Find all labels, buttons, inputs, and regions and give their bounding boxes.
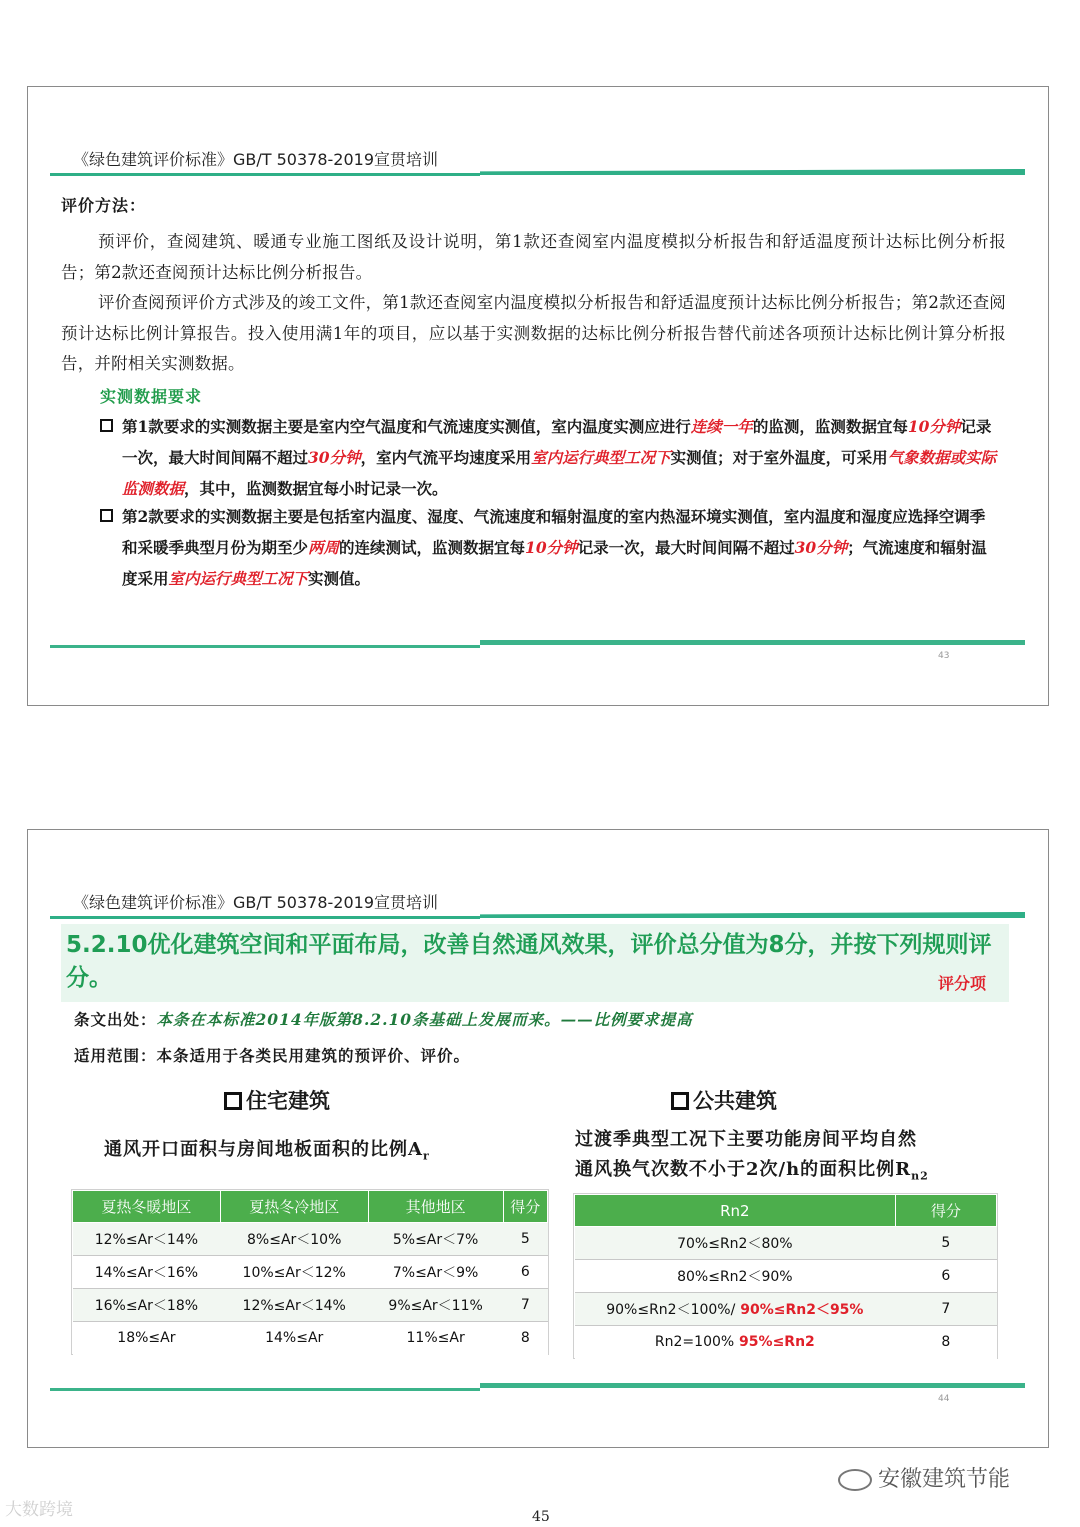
table-cell: 5%≤Ar＜7% — [368, 1223, 503, 1256]
slide-header-title: 《绿色建筑评价标准》GB/T 50378-2019宣贯培训 — [73, 893, 439, 912]
slide-43 — [27, 86, 1049, 706]
table-cell: 5 — [503, 1223, 547, 1256]
table-header-cell: 夏热冬暖地区 — [73, 1191, 221, 1223]
slide-header-title: 《绿色建筑评价标准》GB/T 50378-2019宣贯培训 — [73, 150, 439, 169]
table-cell: 8 — [503, 1322, 547, 1355]
table-cell: 8 — [895, 1326, 996, 1359]
wechat-icon — [838, 1469, 872, 1491]
table-cell: 8%≤Ar＜10% — [220, 1223, 368, 1256]
paragraph-evaluation: 评价查阅预评价方式涉及的竣工文件，第1款还查阅室内温度模拟分析报告和舒适温度预计达标比例分析报告；第2款还查阅预计达标比例计算报告。投入使用满1年的项目，应以基于实测数据的达标比例分析报告替代前述各项预计达标比例计算分析报告，并附相关实测数据。 — [61, 293, 1006, 373]
table-header-cell: 其他地区 — [368, 1191, 503, 1223]
table-row — [73, 1289, 548, 1322]
checkbox-square-icon — [100, 419, 113, 432]
table-row — [73, 1256, 548, 1289]
table-header-cell: 得分 — [503, 1191, 547, 1223]
table-cell: 10%≤Ar＜12% — [220, 1256, 368, 1289]
checkbox-square-icon — [671, 1092, 689, 1110]
table-cell: 14%≤Ar — [220, 1322, 368, 1355]
table-header-cell: 得分 — [895, 1195, 996, 1227]
footer-rule-thin — [50, 1388, 480, 1391]
table-row — [575, 1293, 997, 1326]
scoring-item-tag: 评分项 — [938, 974, 987, 993]
header-rule-thick — [480, 169, 1025, 175]
table-cell: 70%≤Rn2＜80% — [575, 1227, 896, 1260]
table-cell: 16%≤Ar＜18% — [73, 1289, 221, 1322]
public-table — [574, 1194, 997, 1359]
slide-page-number: 43 — [938, 651, 950, 661]
header-rule-thin — [50, 916, 480, 919]
public-building-heading: 公共建筑 — [671, 1085, 777, 1115]
measured-data-subheading: 实测数据要求 — [100, 387, 203, 406]
watermark-left: 大数跨境 — [5, 1500, 73, 1520]
residential-caption: 通风开口面积与房间地板面积的比例$A_r$ — [104, 1139, 430, 1163]
slide-44 — [27, 829, 1049, 1448]
table-cell: 11%≤Ar — [368, 1322, 503, 1355]
clause-title: 5.2.10优化建筑空间和平面布局，改善自然通风效果，评价总分值为8分，并按下列规则评分。 — [66, 932, 992, 991]
footer-rule-thin — [50, 645, 480, 648]
footer-rule-thick — [480, 640, 1025, 645]
revised-value: 95%≤Rn2 — [734, 1334, 815, 1351]
table-cell: 90%≤Rn2＜100%/ 90%≤Rn2＜95% — [575, 1293, 896, 1326]
table-cell: 18%≤Ar — [73, 1322, 221, 1355]
public-caption: 过渡季典型工况下主要功能房间平均自然 通风换气次数不小于2次/h的面积比例$R_{n2}$ — [575, 1129, 929, 1183]
document-page-number: 45 — [532, 1509, 550, 1525]
table-cell: 5 — [895, 1227, 996, 1260]
clause-scope: 适用范围：本条适用于各类民用建筑的预评价、评价。 — [74, 1046, 471, 1065]
table-cell: 6 — [503, 1256, 547, 1289]
watermark-right: 安徽建筑节能 — [838, 1462, 1010, 1493]
table-cell: 7 — [503, 1289, 547, 1322]
revised-value: 90%≤Rn2＜95% — [735, 1302, 864, 1318]
residential-table — [72, 1190, 548, 1355]
table-row — [73, 1322, 548, 1355]
table-header-cell: Rn2 — [575, 1195, 896, 1227]
table-cell: 80%≤Rn2＜90% — [575, 1260, 896, 1293]
residential-heading: 住宅建筑 — [224, 1085, 330, 1115]
clause-source: 条文出处：本条在本标准2014年版第8.2.10条基础上发展而来。——比例要求提高 — [74, 1010, 693, 1029]
table-row — [575, 1326, 997, 1359]
evaluation-method-heading: 评价方法： — [61, 196, 147, 215]
table-row — [575, 1227, 997, 1260]
bullet-item-2: 第2款要求的实测数据主要是包括室内温度、湿度、气流速度和辐射温度的室内热湿环境实测值，室内温度和湿度应选择空调季和采暖季典型月份为期至少两周的连续测试，监测数据宜每10分钟记录一次，最大时间间隔不超过30分钟；气流速度和辐射温度采用室内运行典型工况下实测值。 — [100, 501, 1000, 594]
table-cell: 7 — [895, 1293, 996, 1326]
table-cell: Rn2=100% 95%≤Rn2 — [575, 1326, 896, 1359]
table-cell: 12%≤Ar＜14% — [73, 1223, 221, 1256]
table-cell: 9%≤Ar＜11% — [368, 1289, 503, 1322]
slide-page-number: 44 — [938, 1394, 950, 1404]
table-cell: 6 — [895, 1260, 996, 1293]
header-rule-thin — [50, 173, 480, 176]
table-row — [575, 1260, 997, 1293]
table-cell: 14%≤Ar＜16% — [73, 1256, 221, 1289]
footer-rule-thick — [480, 1383, 1025, 1388]
checkbox-square-icon — [224, 1092, 242, 1110]
checkbox-square-icon — [100, 509, 113, 522]
table-cell: 7%≤Ar＜9% — [368, 1256, 503, 1289]
table-row — [73, 1223, 548, 1256]
bullet-item-1: 第1款要求的实测数据主要是室内空气温度和气流速度实测值，室内温度实测应进行连续一年的监测，监测数据宜每10分钟记录一次，最大时间间隔不超过30分钟，室内气流平均速度采用室内运行典型工况下实测值；对于室外温度，可采用气象数据或实际监测数据，其中，监测数据宜每小时记录一次。 — [100, 411, 1000, 504]
paragraph-pre-evaluation: 预评价，查阅建筑、暖通专业施工图纸及设计说明，第1款还查阅室内温度模拟分析报告和舒适温度预计达标比例分析报告；第2款还查阅预计达标比例分析报告。 — [61, 232, 1006, 282]
table-header-cell: 夏热冬冷地区 — [220, 1191, 368, 1223]
header-rule-thick — [480, 912, 1025, 918]
table-cell: 12%≤Ar＜14% — [220, 1289, 368, 1322]
